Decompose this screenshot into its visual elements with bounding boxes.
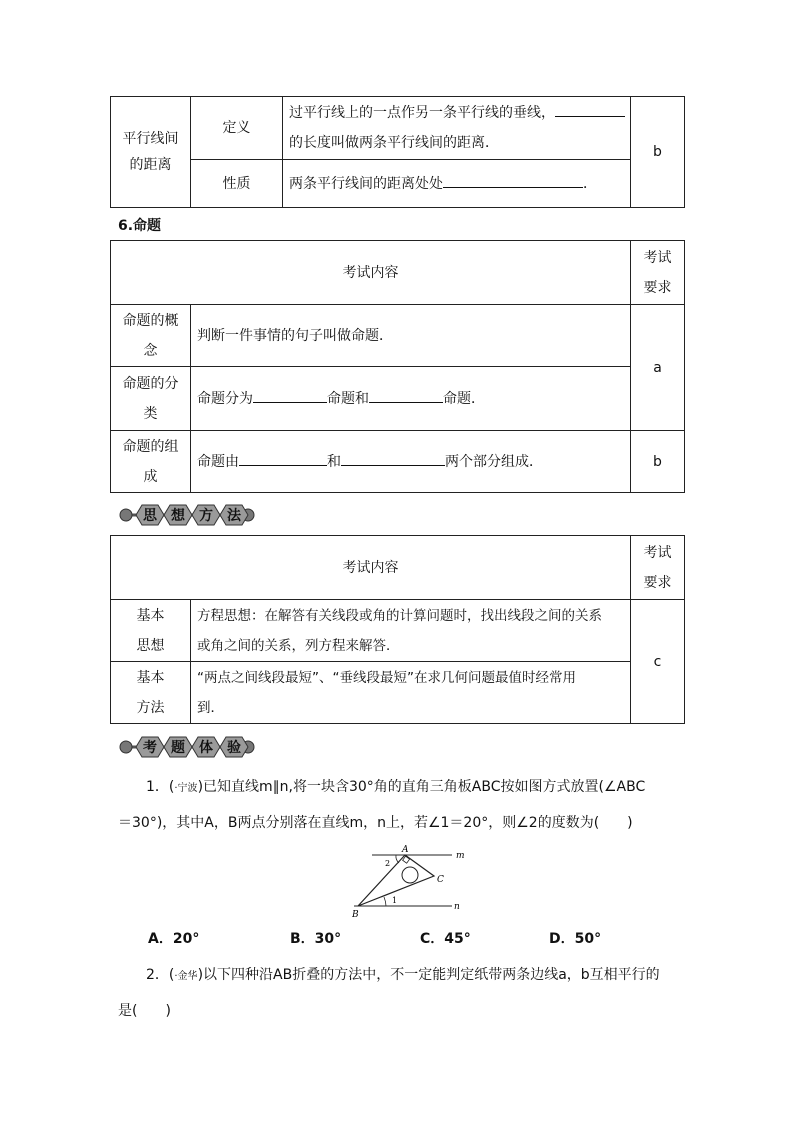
blank-line [443,173,583,188]
distance-table [110,96,685,208]
question-text: )以下四种沿AB折叠的方法中，不一定能判定纸带两条边线a，b互相平行的 [197,967,660,983]
row-label-line-2: 类 [143,405,158,422]
banner-char: 方 [199,508,213,524]
label-n: n [454,902,460,912]
header-req-1: 考试 [643,544,672,561]
banner-char: 验 [227,740,241,756]
banner-dot-icon [120,741,132,753]
blank-line [239,451,327,466]
row-label [111,600,191,662]
blank-line [555,102,625,117]
question-1-line-1 [118,770,684,806]
header-requirement [631,536,685,600]
label-angle-1: 1 [392,896,398,905]
definition-text-2: 的长度叫做两条平行线间的距离． [289,135,499,151]
row-label [111,662,191,724]
question-2-line-1 [118,958,684,994]
blank-line [369,388,443,403]
option-b: B．30° [290,931,342,947]
definition-text-1: 过平行线上的一点作另一条平行线的垂线， [289,105,555,121]
row-text [191,662,631,724]
row-label-line-1: 命题的概 [122,312,179,329]
banner-char: 法 [227,508,241,524]
property-text-main: 两条平行线间的距离处处 [289,175,443,192]
requirement-b: b [631,431,685,493]
question-2-line-2: 是( ) [118,1003,171,1019]
header-content: 考试内容 [111,536,631,600]
text-part: 命题． [443,390,485,407]
label-B: B [352,910,359,918]
row-label-line-2: 念 [143,342,158,359]
question-1 [118,770,684,840]
header-req-1: 考试 [643,249,672,266]
distance-row-label: 平行线间的距离 [111,97,191,208]
banner-char: 题 [171,740,185,756]
question-text: )已知直线m∥n,将一块含30°角的直角三角板ABC按如图方式放置(∠ABC [197,779,646,795]
definition-text [283,97,631,160]
row-text [191,431,631,493]
question-source: ·宁波 [174,783,198,794]
proposition-table [110,240,685,493]
question-2 [118,958,684,1028]
option-d: D．50° [549,931,602,947]
label-angle-2: 2 [385,859,391,868]
text-part: 命题和 [327,390,369,407]
distance-requirement: b [631,97,685,208]
row-label-line-2: 方法 [136,699,165,716]
definition-label: 定义 [191,97,283,160]
row-label-line-1: 基本 [136,607,165,624]
question-source: ·金华 [174,971,198,982]
row-text [191,367,631,431]
header-req-2: 要求 [643,279,672,296]
banner-char: 思 [143,508,157,524]
option-c: C．45° [420,931,471,947]
banner-dot-icon [120,509,132,521]
label-m: m [456,851,465,861]
requirement-c: c [631,600,685,724]
header-content: 考试内容 [111,241,631,305]
row-label [111,431,191,493]
row-label-line-1: 命题的分 [122,375,179,392]
row-label [111,305,191,367]
text-part: 命题分为 [197,390,253,407]
methods-table [110,535,685,724]
section-6-heading: 6.命题 [118,218,162,234]
row-label-line-1: 命题的组 [122,438,179,455]
text-part: 命题由 [197,453,239,470]
row-label-line-2: 思想 [136,637,165,654]
row-text-line-2: 到． [197,699,224,716]
property-label: 性质 [191,160,283,208]
property-text-end: ． [583,175,597,192]
row-label [111,367,191,431]
row-label-line-2: 成 [143,468,158,485]
requirement-a: a [631,305,685,431]
banner-char: 想 [171,508,185,524]
row-text-line-2: 或角之间的关系，列方程来解答． [197,637,400,654]
banner-char: 考 [143,740,157,756]
option-a: A．20° [148,931,200,947]
blank-line [341,451,445,466]
row-label-line-1: 基本 [136,669,165,686]
blank-line [253,388,327,403]
methods-banner [118,503,258,527]
header-requirement [631,241,685,305]
banner-char: 体 [199,740,213,756]
exam-banner [118,735,258,759]
text-part: 两个部分组成． [445,453,543,470]
question-number: 2．( [146,967,175,983]
row-text: 判断一件事情的句子叫做命题． [191,305,631,367]
row-text-line-1: “两点之间线段最短”、“垂线段最短”在求几何问题最值时经常用 [197,669,576,686]
question-number: 1．( [146,779,175,795]
row-text-line-1: 方程思想：在解答有关线段或角的计算问题时，找出线段之间的关系 [197,607,602,624]
text-part: 和 [327,453,341,470]
property-text [283,160,631,208]
label-C: C [437,875,444,885]
label-A: A [402,845,409,855]
triangle-figure [352,842,476,918]
question-1-line-2: ＝30°)，其中A，B两点分别落在直线m，n上，若∠1＝20°，则∠2的度数为( ) [118,815,633,831]
header-req-2: 要求 [643,574,672,591]
row-text [191,600,631,662]
